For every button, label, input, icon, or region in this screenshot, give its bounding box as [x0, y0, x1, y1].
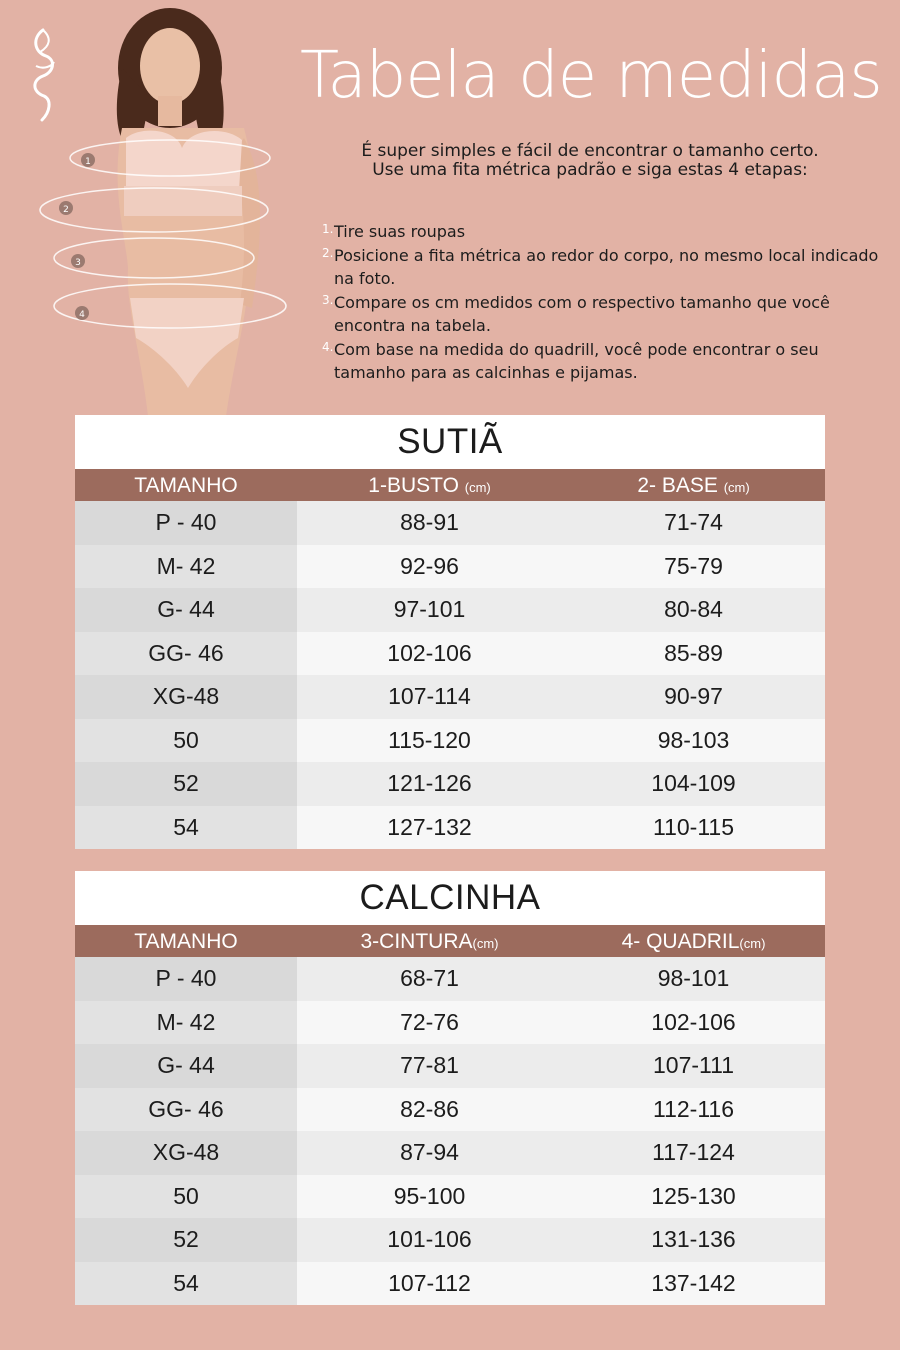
size-cell: 54: [75, 1262, 297, 1306]
cintura-cell: 107-112: [297, 1262, 562, 1306]
step-number: 1.: [322, 222, 334, 236]
step-text: Tire suas roupas: [334, 222, 466, 241]
sutia-table-body: [75, 501, 825, 849]
svg-text:2: 2: [63, 205, 69, 215]
table-row: [75, 1175, 825, 1219]
quadril-cell: 131-136: [562, 1218, 825, 1262]
table-row: [75, 632, 825, 676]
base-cell: 75-79: [562, 545, 825, 589]
size-cell: XG-48: [75, 1131, 297, 1175]
base-cell: 98-103: [562, 719, 825, 763]
header-quadril: 4- QUADRIL(cm): [621, 930, 766, 953]
busto-cell: 121-126: [297, 762, 562, 806]
table-row: [75, 957, 825, 1001]
busto-cell: 127-132: [297, 806, 562, 850]
table-row: [75, 762, 825, 806]
measure-marker-1: [81, 153, 95, 167]
quadril-cell: 102-106: [562, 1001, 825, 1045]
base-cell: 71-74: [562, 501, 825, 545]
sutia-table-title: SUTIÃ: [75, 415, 825, 469]
table-row: [75, 1262, 825, 1306]
model-measurement-figure: [30, 8, 298, 416]
table-row: [75, 1044, 825, 1088]
intro-text: [320, 142, 860, 180]
svg-text:3: 3: [75, 258, 81, 268]
calcinha-table-header: [75, 925, 825, 957]
step-number: 4.: [322, 339, 334, 354]
base-cell: 80-84: [562, 588, 825, 632]
table-row: [75, 501, 825, 545]
calcinha-table-body: [75, 957, 825, 1305]
cintura-cell: 101-106: [297, 1218, 562, 1262]
table-row: [75, 675, 825, 719]
header-size: TAMANHO: [134, 930, 238, 953]
step-text: Com base na medida do quadrill, você pode encontrar o seu tamanho para as calcinhas e pijamas.: [334, 339, 819, 382]
cintura-cell: 87-94: [297, 1131, 562, 1175]
intro-line-2: Use uma fita métrica padrão e siga estas 4 etapas:: [372, 160, 808, 180]
step-text: Posicione a fita métrica ao redor do corpo, no mesmo local indicado na foto.: [334, 245, 879, 288]
size-cell: 50: [75, 1175, 297, 1219]
size-cell: 50: [75, 719, 297, 763]
header-size: TAMANHO: [134, 474, 238, 497]
busto-cell: 107-114: [297, 675, 562, 719]
cintura-cell: 82-86: [297, 1088, 562, 1132]
header-cintura: 3-CINTURA(cm): [360, 930, 499, 953]
busto-cell: 92-96: [297, 545, 562, 589]
cintura-cell: 95-100: [297, 1175, 562, 1219]
size-cell: M- 42: [75, 1001, 297, 1045]
cintura-cell: 68-71: [297, 957, 562, 1001]
intro-line-1: É super simples e fácil de encontrar o tamanho certo.: [361, 141, 819, 161]
table-row: [75, 1001, 825, 1045]
cintura-cell: 72-76: [297, 1001, 562, 1045]
step-3: [322, 291, 882, 338]
step-number: 3.: [322, 292, 334, 307]
size-cell: P - 40: [75, 957, 297, 1001]
busto-cell: 115-120: [297, 719, 562, 763]
busto-cell: 88-91: [297, 501, 562, 545]
quadril-cell: 112-116: [562, 1088, 825, 1132]
step-1: [322, 220, 882, 244]
size-cell: 52: [75, 762, 297, 806]
sutia-table-header: [75, 469, 825, 501]
quadril-cell: 125-130: [562, 1175, 825, 1219]
sutia-size-table: [75, 415, 825, 849]
table-row: [75, 588, 825, 632]
busto-cell: 102-106: [297, 632, 562, 676]
table-row: [75, 1131, 825, 1175]
quadril-cell: 137-142: [562, 1262, 825, 1306]
table-row: [75, 1218, 825, 1262]
size-cell: P - 40: [75, 501, 297, 545]
page-title: Tabela de medidas: [300, 39, 882, 113]
step-text: Compare os cm medidos com o respectivo tamanho que você encontra na tabela.: [334, 292, 830, 335]
table-row: [75, 806, 825, 850]
size-cell: GG- 46: [75, 632, 297, 676]
table-row: [75, 719, 825, 763]
cintura-cell: 77-81: [297, 1044, 562, 1088]
quadril-cell: 98-101: [562, 957, 825, 1001]
svg-text:4: 4: [79, 310, 85, 320]
step-2: [322, 244, 882, 291]
busto-cell: 97-101: [297, 588, 562, 632]
svg-text:1: 1: [85, 157, 91, 167]
size-cell: GG- 46: [75, 1088, 297, 1132]
measure-marker-3: [71, 254, 85, 268]
step-number: 2.: [322, 245, 334, 260]
measure-marker-2: [59, 201, 73, 215]
table-row: [75, 1088, 825, 1132]
steps-list: [322, 220, 882, 385]
size-cell: 52: [75, 1218, 297, 1262]
step-4: [322, 338, 882, 385]
size-cell: XG-48: [75, 675, 297, 719]
size-cell: G- 44: [75, 588, 297, 632]
calcinha-table-title: CALCINHA: [75, 871, 825, 925]
base-cell: 85-89: [562, 632, 825, 676]
quadril-cell: 117-124: [562, 1131, 825, 1175]
base-cell: 90-97: [562, 675, 825, 719]
size-cell: G- 44: [75, 1044, 297, 1088]
quadril-cell: 107-111: [562, 1044, 825, 1088]
base-cell: 110-115: [562, 806, 825, 850]
table-row: [75, 545, 825, 589]
header-base: 2- BASE (cm): [637, 474, 750, 497]
measure-marker-4: [75, 306, 89, 320]
base-cell: 104-109: [562, 762, 825, 806]
calcinha-size-table: [75, 871, 825, 1305]
header-busto: 1-BUSTO (cm): [368, 474, 491, 497]
size-cell: M- 42: [75, 545, 297, 589]
size-cell: 54: [75, 806, 297, 850]
